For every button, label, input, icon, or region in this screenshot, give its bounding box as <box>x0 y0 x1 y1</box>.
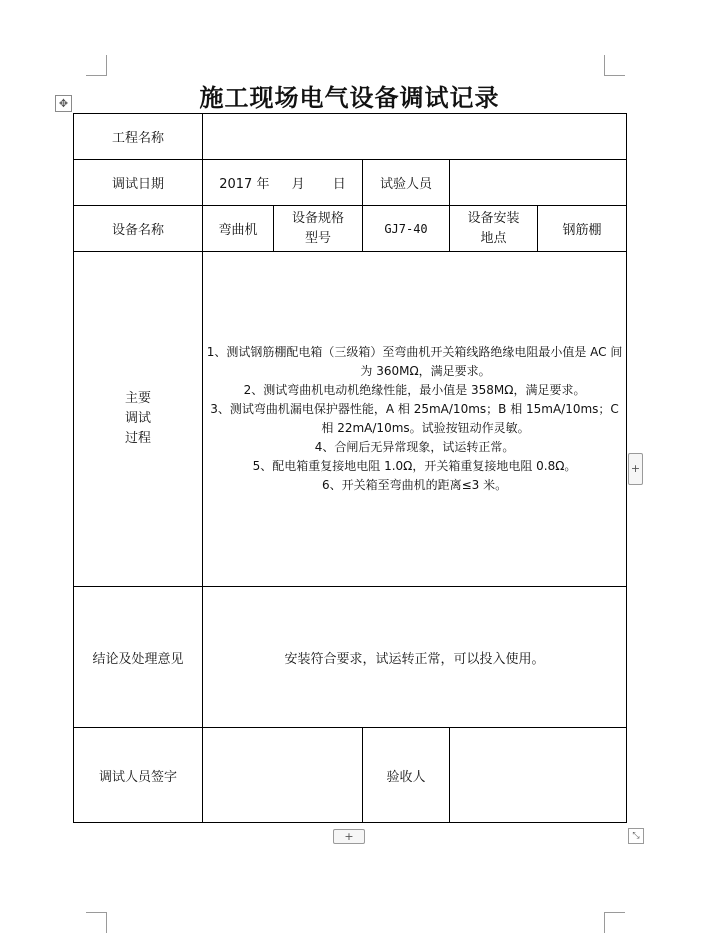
process-step: 3、测试弯曲机漏电保护器性能，A 相 25mA/10ms；B 相 15mA/10ms；C 相 22mA/10ms。试验按钮动作灵敏。 <box>210 402 619 435</box>
process-step: 1、测试钢筋棚配电箱（三级箱）至弯曲机开关箱线路绝缘电阻最小值是 AC 间为 360MΩ，满足要求。 <box>206 345 623 378</box>
signature-label: 调试人员签字 <box>74 728 203 823</box>
process-label-line: 过程 <box>124 431 151 446</box>
table-row-equipment <box>74 206 627 252</box>
equipment-name-value[interactable]: 弯曲机 <box>203 206 274 252</box>
project-name-cell[interactable] <box>203 114 627 160</box>
tester-label: 试验人员 <box>363 160 450 206</box>
equipment-name-label: 设备名称 <box>74 206 203 252</box>
table-row-signature <box>74 728 627 823</box>
install-location-label: 设备安装地点 <box>450 206 538 252</box>
table-row-conclusion <box>74 587 627 728</box>
spec-model-value[interactable]: GJ7-40 <box>363 206 450 252</box>
acceptor-cell[interactable] <box>450 728 627 823</box>
page-corner-mark-top-right <box>604 55 625 76</box>
table-resize-handle-icon[interactable]: ⤡ <box>628 828 644 844</box>
acceptor-label: 验收人 <box>363 728 450 823</box>
add-row-button[interactable]: + <box>333 829 365 844</box>
test-date-month: 月 <box>291 177 305 192</box>
test-date-label: 调试日期 <box>74 160 203 206</box>
process-step: 2、测试弯曲机电动机绝缘性能，最小值是 358MΩ，满足要求。 <box>243 383 586 397</box>
process-label <box>74 252 203 587</box>
process-label-line: 调试 <box>124 411 151 426</box>
conclusion-value[interactable]: 安装符合要求，试运转正常，可以投入使用。 <box>203 587 627 728</box>
spec-model-label: 设备规格型号 <box>274 206 363 252</box>
process-step: 4、合闸后无异常现象，试运转正常。 <box>314 440 515 454</box>
process-step: 5、配电箱重复接地电阻 1.0Ω，开关箱重复接地电阻 0.8Ω。 <box>252 459 577 473</box>
table-move-handle-icon[interactable]: ✥ <box>55 95 72 112</box>
test-date-day: 日 <box>332 177 346 192</box>
page-corner-mark-top-left <box>86 55 107 76</box>
page-corner-mark-bottom-left <box>86 912 107 933</box>
page-corner-mark-bottom-right <box>604 912 625 933</box>
process-label-line: 主要 <box>124 391 151 406</box>
install-location-value[interactable]: 钢筋棚 <box>538 206 627 252</box>
commissioning-record-table <box>73 113 627 823</box>
test-date-year: 2017 年 <box>219 177 270 192</box>
tester-cell[interactable] <box>450 160 627 206</box>
table-row-project <box>74 114 627 160</box>
table-row-date <box>74 160 627 206</box>
conclusion-label: 结论及处理意见 <box>74 587 203 728</box>
test-date-cell[interactable] <box>203 160 363 206</box>
process-steps-cell[interactable] <box>203 252 627 587</box>
document-title: 施工现场电气设备调试记录 <box>199 83 500 112</box>
process-step: 6、开关箱至弯曲机的距离≤3 米。 <box>321 478 508 492</box>
add-column-button[interactable]: + <box>628 453 643 485</box>
project-name-label: 工程名称 <box>74 114 203 160</box>
table-row-process <box>74 252 627 587</box>
signature-cell[interactable] <box>203 728 363 823</box>
